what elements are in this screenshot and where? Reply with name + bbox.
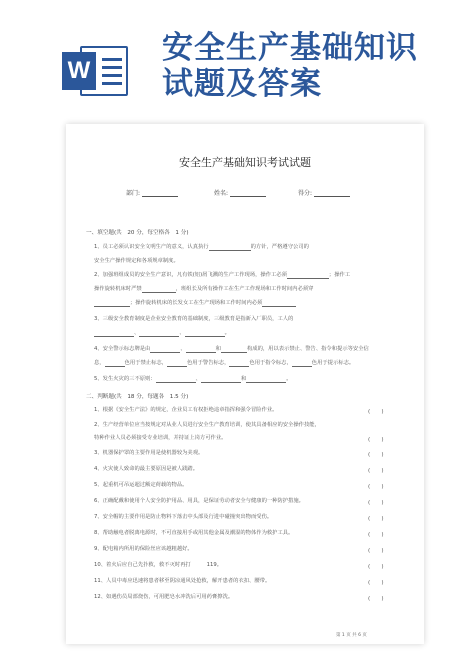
fill-q2-line2: 操作旋转机床时严禁 ，班组长及所有操作工在生产工作现场和工作时间内必须穿	[94, 286, 314, 292]
judge-q6-answer[interactable]: ( )	[368, 500, 384, 506]
fill-q2-line1: 2、加强班组成员的安全生产意识，凡有铁(铝)屑飞溅的生产工作现场，操作工必须 ；操作工	[94, 272, 351, 278]
fill-q1-line1: 1、员工必须认识安全文明生产的意义，认真执行 的方针，严格遵守公司的	[94, 244, 309, 250]
page-number: 第 1 页 共 6 页	[336, 633, 367, 638]
judge-q9-answer[interactable]: ( )	[368, 548, 384, 554]
banner-title-line2: 试题及答案	[162, 66, 322, 102]
judge-q2-line2: 特种作业人员必须接受专业培训，并持证上岗方可作业。	[94, 435, 227, 441]
banner-header	[0, 0, 474, 110]
fill-q3-line1: 3、三级安全教育制度是企业安全教育的基础制度，三级教育是指新入厂职员，工人的	[94, 316, 294, 322]
judge-q2-line1: 2、生产经营单位应当按规定对从业人员进行安全生产教育培训，使其具备相应的安全操作技能，	[94, 422, 320, 428]
fill-q1-line2: 安全生产操作规定和各项规章制度。	[94, 258, 179, 264]
judge-q1-answer[interactable]: ( )	[368, 409, 384, 415]
score-field: 得分:	[298, 188, 350, 197]
judge-q11: 11、人员中毒应迅速将患者移至阴凉通风处抢救，解开患者的衣扣、腰带。	[94, 578, 271, 584]
word-document-icon: W	[62, 42, 132, 100]
judge-q3: 3、机器保护罩的主要作用是使机器较为美观。	[94, 450, 204, 456]
fill-q5: 5、发生火灾的三不原则： 、 和 。	[94, 376, 292, 382]
judge-q3-answer[interactable]: ( )	[368, 452, 384, 458]
banner-title	[162, 30, 418, 102]
judge-q12-answer[interactable]: ( )	[368, 596, 384, 602]
judge-q6: 6、正确配戴和使用个人安全防护用品、用具，是保证劳动者安全与健康的一种防护措施。	[94, 498, 304, 504]
judge-q2-answer[interactable]: ( )	[368, 437, 384, 443]
judge-q9: 9、配电箱内所用的保险丝应该越粗越好。	[94, 546, 193, 552]
judge-q8-answer[interactable]: ( )	[368, 532, 384, 538]
judge-q1: 1、根据《安全生产法》的规定，企业员工有权拒绝违章指挥和强令冒险作业。	[94, 407, 278, 413]
judge-q12: 12、如遇伤员局部烧伤，可用肥皂水冲洗后可用药膏擦洗。	[94, 594, 234, 600]
judge-q11-answer[interactable]: ( )	[368, 580, 384, 586]
document-page	[66, 124, 424, 644]
fill-q4-line1: 4、安全警示标志牌是由 、 和 构成的，用以表示禁止、警告、指令和提示等安全信	[94, 346, 369, 352]
section-judge-title: 二、判断题(共 18 分，每题各 1.5 分)	[86, 394, 189, 400]
dept-field: 部门:	[126, 188, 178, 197]
fill-q4-line2: 息， 色用于禁止标志， 色用于警告标志， 色用于指令标志， 色用于提示标志。	[94, 360, 355, 366]
judge-q10: 10、着火后应自己先扑救，救不灭时再打 119。	[94, 562, 223, 568]
judge-q8: 8、帮助触电者脱离电源时，不可直接用手或用其他金属及潮湿的物体作为救护工具。	[94, 530, 294, 536]
judge-q5: 5、起重机可吊运超过额定荷载的物品。	[94, 482, 188, 488]
judge-q7-answer[interactable]: ( )	[368, 516, 384, 522]
judge-q4: 4、火灾使人致命的最主要原因是被人践踏。	[94, 466, 199, 472]
banner-title-line1: 安全生产基础知识	[162, 30, 418, 66]
judge-q7: 7、安全帽的主要作用是防止物料下落击中头部及行进中碰撞突出物而受伤。	[94, 514, 273, 520]
name-field: 姓名:	[214, 188, 266, 197]
section-fill-title: 一、填空题(共 20 分，每空格各 1 分)	[86, 230, 189, 236]
document-title: 安全生产基础知识考试试题	[179, 156, 311, 169]
judge-q4-answer[interactable]: ( )	[368, 468, 384, 474]
fill-q2-line3: ；操作旋转机床的长发女工在生产现场和工作时间内必须	[94, 300, 296, 307]
judge-q10-answer[interactable]: ( )	[368, 564, 384, 570]
judge-q5-answer[interactable]: ( )	[368, 484, 384, 490]
fill-q3-line2: 、 、 。	[94, 330, 230, 337]
